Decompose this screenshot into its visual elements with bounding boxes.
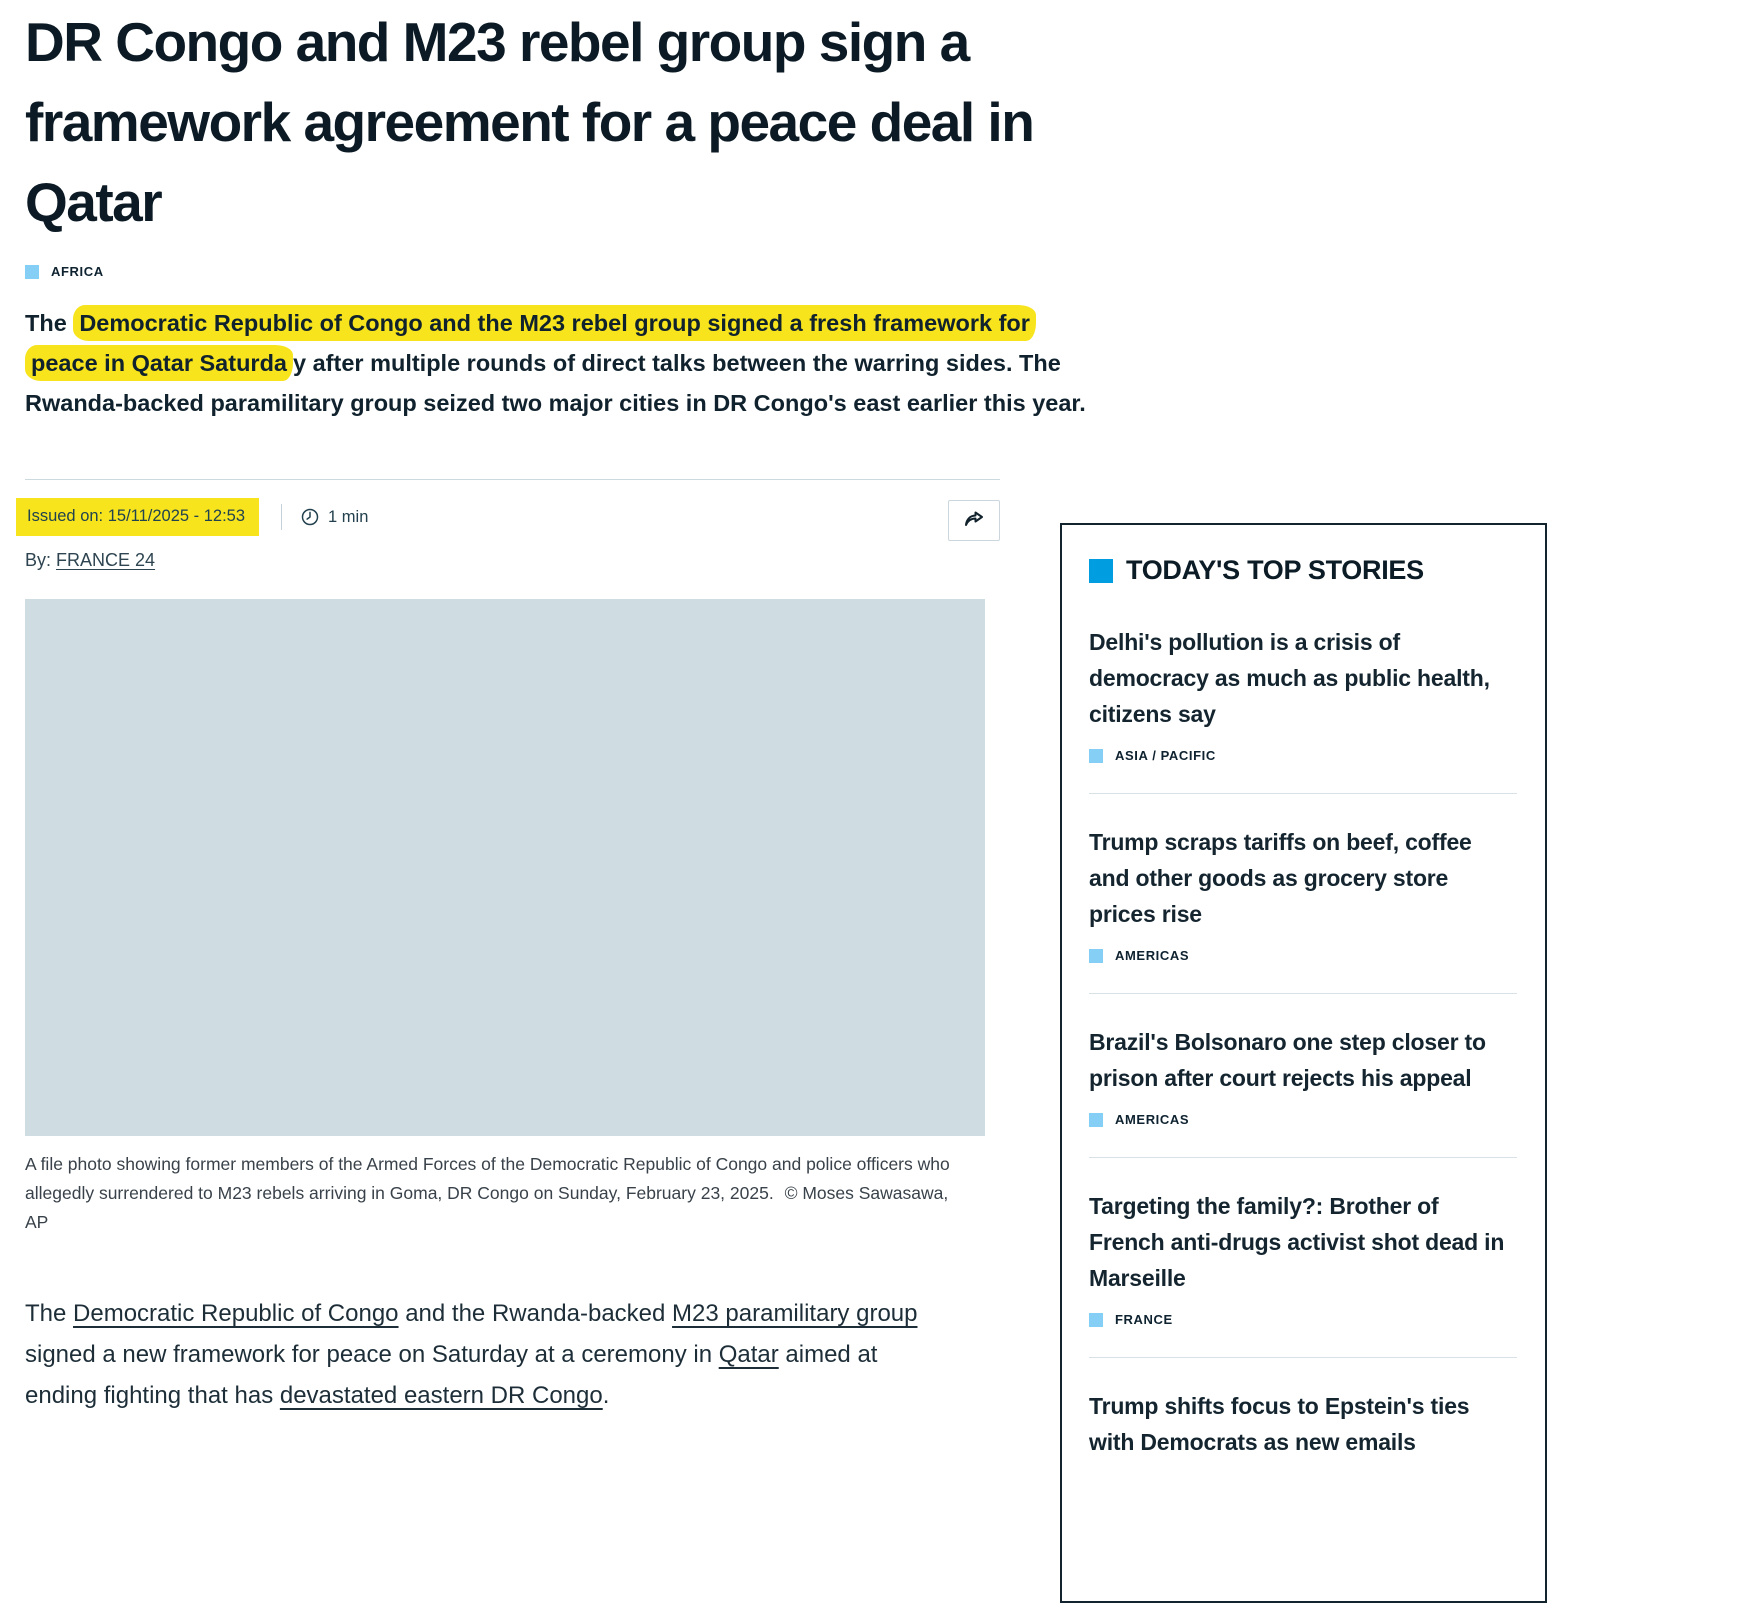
category-label[interactable]: FRANCE [1115,1312,1173,1327]
sidebar-title: TODAY'S TOP STORIES [1126,555,1424,585]
category-label[interactable]: AMERICAS [1115,1112,1190,1127]
share-icon [962,507,986,534]
story-title[interactable]: Delhi's pollution is a crisis of democracy as much as public health, citizens say [1089,629,1490,727]
story-title[interactable]: Trump scraps tariffs on beef, coffee and other goods as grocery store prices rise [1089,829,1472,927]
category-square-icon [1089,1313,1103,1327]
body-text: . [602,1382,610,1409]
story-title[interactable]: Brazil's Bolsonaro one step closer to prison after court rejects his appeal [1089,1029,1486,1091]
caption-text: A file photo showing former members of the Armed Forces of the Democratic Republic of Congo and police officers who allegedly surrendered to M23 rebels arriving in Goma, DR Congo on Sunday, February 23, 2025. [25,1154,950,1203]
story-divider [1089,1157,1517,1158]
category-label[interactable]: ASIA / PACIFIC [1115,748,1216,763]
body-text: aimed at ending fighting that has [25,1341,878,1409]
top-story-2[interactable] [1089,824,1517,963]
category-label[interactable]: AFRICA [51,264,104,279]
article-headline: DR Congo and M23 rebel group sign a framework agreement for a peace deal in Qatar [25,11,1034,233]
story-category[interactable] [1089,748,1517,763]
category-square-icon [1089,749,1103,763]
top-story-4[interactable] [1089,1188,1517,1327]
top-story-3[interactable] [1089,1024,1517,1127]
story-title[interactable]: Trump shifts focus to Epstein's ties with Democrats as new emails [1089,1393,1470,1455]
top-story-1[interactable] [1089,624,1517,763]
body-text: signed a new framework for peace on Saturday at a ceremony in [25,1341,719,1368]
story-divider [1089,1357,1517,1358]
lead-text: y after multiple rounds of direct talks between the warring sides. The Rwanda-backed paramilitary group seized two major cities in DR Congo's east earlier this year. [25,350,1086,416]
article-category[interactable] [25,264,1100,279]
image-caption [25,1150,975,1237]
clock-icon [300,507,320,527]
article-meta [25,479,1000,571]
body-text: and the Rwanda-backed [398,1300,673,1327]
body-link-devastated[interactable]: devastated eastern DR Congo [279,1382,603,1409]
image-credit: © Moses Sawasawa, AP [25,1183,949,1232]
byline-prefix: By: [25,550,52,570]
category-square-icon [25,265,39,279]
article-body-paragraph [25,1293,937,1416]
story-category[interactable] [1089,1112,1517,1127]
story-title[interactable]: Targeting the family?: Brother of French anti-drugs activist shot dead in Marseille [1089,1193,1505,1291]
body-link-qatar[interactable]: Qatar [718,1341,779,1368]
sidebar-title-square-icon [1089,559,1113,583]
body-text: The [25,1300,74,1327]
read-time-label: 1 min [328,507,369,526]
lead-text: The [25,310,74,336]
story-divider [1089,793,1517,794]
story-category[interactable] [1089,948,1517,963]
share-button[interactable] [948,500,1000,541]
article-image-placeholder [25,599,985,1136]
body-link-m23[interactable]: M23 paramilitary group [672,1300,918,1327]
story-divider [1089,993,1517,994]
top-story-5[interactable] [1089,1388,1517,1460]
byline-source-link[interactable]: FRANCE 24 [56,550,156,570]
category-square-icon [1089,1113,1103,1127]
byline [25,550,1000,571]
read-time [300,507,368,527]
body-link-dr-congo[interactable]: Democratic Republic of Congo [73,1300,399,1327]
meta-divider [281,504,282,530]
story-category[interactable] [1089,1312,1517,1327]
category-square-icon [1089,949,1103,963]
article-main [25,0,1100,1416]
top-stories-sidebar [1060,523,1547,1603]
article-lead [25,303,1093,423]
article-figure [25,599,985,1237]
sidebar-header [1089,555,1517,586]
category-label[interactable]: AMERICAS [1115,948,1190,963]
issued-date-highlight: Issued on: 15/11/2025 - 12:53 [16,498,259,536]
highlight-annotation: Democratic Republic of Congo and the M23 rebel group signed a fresh framework for peace in Qatar Saturda [25,305,1036,381]
